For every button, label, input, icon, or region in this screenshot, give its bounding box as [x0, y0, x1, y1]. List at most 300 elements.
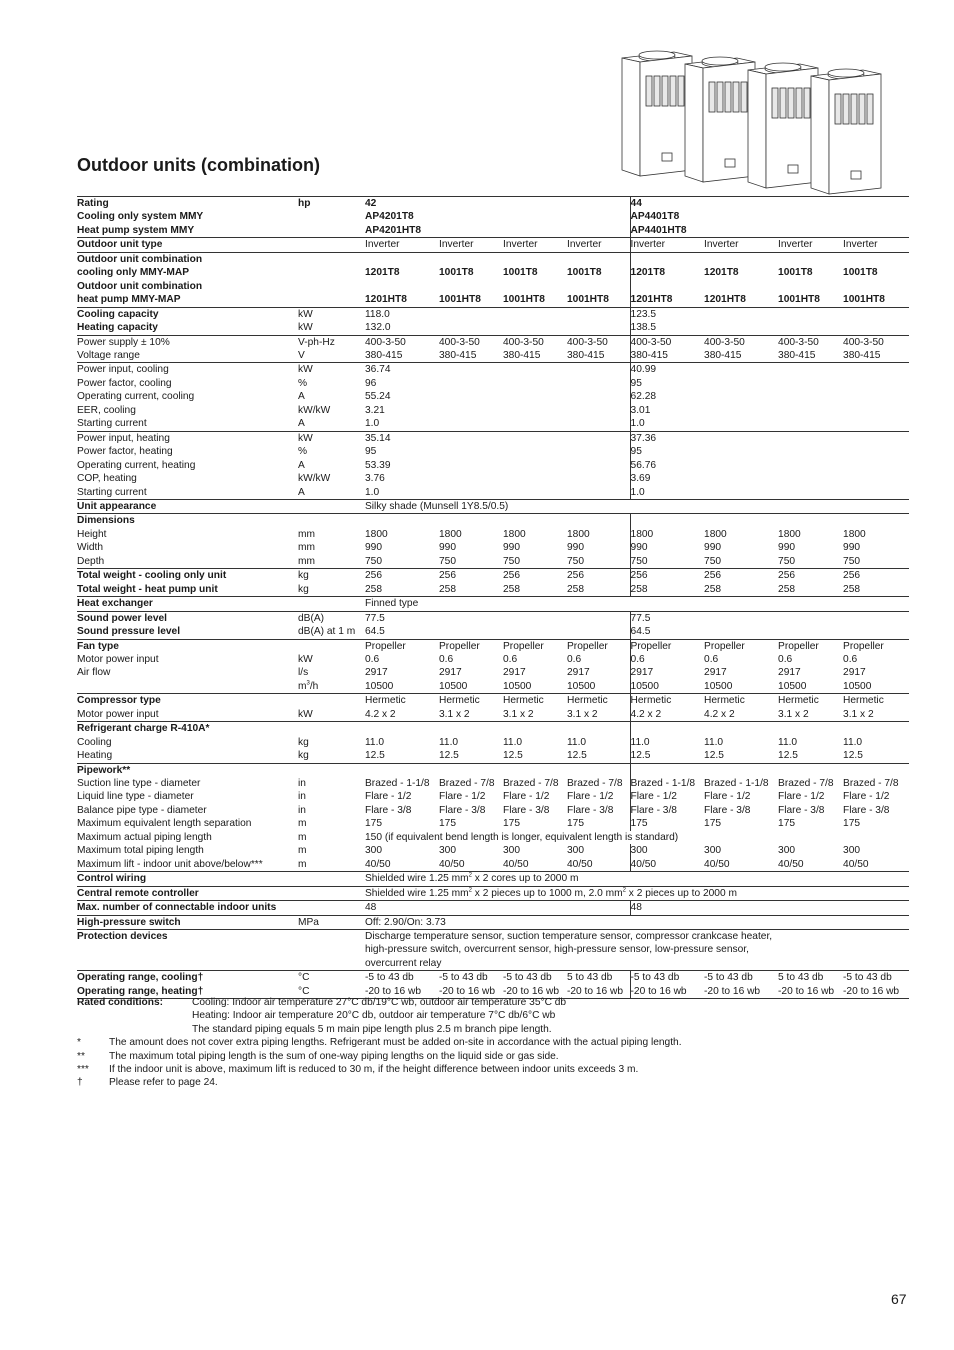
- spec-row: [77, 280, 909, 293]
- spec-row: [77, 611, 909, 625]
- value-cell: [439, 252, 503, 266]
- value-cell: Hermetic: [778, 694, 843, 708]
- value-cell-span: Finned type: [365, 597, 909, 611]
- row-unit: %: [298, 446, 308, 458]
- value-cell: 0.6: [704, 653, 719, 665]
- value-cell: 400-3-50: [567, 335, 630, 349]
- value-cell: 48: [630, 901, 909, 915]
- value-cell: -5 to 43 db: [843, 971, 909, 985]
- spec-row: [77, 749, 909, 763]
- spec-row: [77, 349, 909, 363]
- rated-line: Heating: Indoor air temperature 20°C db, outdoor air temperature 7°C db/6°C wb: [192, 1010, 556, 1022]
- value-cell: 990: [704, 542, 722, 554]
- value-cell: 380-415: [778, 349, 816, 361]
- value-cell: Flare - 3/8: [843, 804, 890, 816]
- spec-row: [77, 486, 909, 500]
- value-cell: Propeller: [778, 639, 843, 653]
- value-cell: 123.5: [630, 307, 909, 321]
- value-cell: 1.0: [365, 418, 380, 430]
- row-unit: kW: [298, 653, 313, 665]
- value-cell: 1001HT8: [843, 294, 885, 306]
- value-cell-span: 150 (if equivalent bend length is longer, equivalent length is standard): [365, 831, 679, 843]
- row-unit: A: [298, 391, 305, 403]
- value-cell: 11.0: [778, 736, 798, 748]
- value-cell: 300: [778, 845, 796, 857]
- row-label: Unit appearance: [77, 499, 298, 513]
- value-cell: 40/50: [365, 858, 391, 870]
- footnote-text: The maximum total piping length is the sum of one-way piping lengths on the liquid side or gas side.: [109, 1050, 559, 1062]
- outdoor-units-illustration: [618, 40, 908, 198]
- value-cell: -20 to 16 wb: [778, 985, 843, 999]
- row-unit: [298, 886, 365, 900]
- value-cell: 11.0: [630, 736, 704, 749]
- value-cell: Hermetic: [439, 694, 503, 708]
- value-cell: 0.6: [630, 653, 704, 666]
- spec-row: [77, 335, 909, 349]
- value-cell: 256: [365, 569, 439, 583]
- value-cell: 1001T8: [439, 267, 474, 279]
- spec-row: [77, 971, 909, 985]
- row-label: Depth: [77, 555, 105, 567]
- spec-row: [77, 307, 909, 321]
- value-cell: 400-3-50: [778, 335, 843, 349]
- value-cell: 256: [567, 569, 630, 583]
- row-unit: kW: [298, 708, 313, 720]
- value-cell: 11.0: [843, 736, 863, 748]
- value-cell: 1.0: [630, 486, 909, 500]
- value-cell: 11.0: [439, 736, 459, 748]
- spec-row: [77, 722, 909, 736]
- row-unit: kg: [298, 736, 309, 748]
- row-label: Outdoor unit type: [77, 238, 298, 252]
- value-cell: 258: [365, 583, 382, 595]
- footnote-text: Please refer to page 24.: [109, 1077, 218, 1089]
- value-cell: 1800: [778, 528, 801, 540]
- row-unit: [298, 266, 365, 279]
- spec-row: [77, 390, 909, 403]
- rated-line: Cooling: Indoor air temperature 27°C db/19°C wb, outdoor air temperature 35°C db: [192, 997, 567, 1008]
- value-cell: 3.76: [365, 473, 385, 485]
- value-cell: 750: [778, 555, 796, 567]
- value-cell: 258: [704, 583, 722, 595]
- row-label: Cooling only system MMY: [77, 211, 204, 223]
- value-cell: [778, 252, 843, 266]
- row-label: Fan type: [77, 639, 298, 653]
- value-cell: 10500: [365, 680, 394, 692]
- value-cell: 990: [439, 542, 456, 554]
- value-cell: [567, 722, 630, 736]
- value-cell: 2917: [503, 667, 526, 679]
- row-label: Max. number of connectable indoor units: [77, 901, 298, 915]
- value-cell: 175: [778, 818, 796, 830]
- value-cell: 10500: [567, 680, 596, 692]
- row-label: Pipework**: [77, 763, 298, 777]
- spec-row: [77, 499, 909, 513]
- row-unit: [298, 224, 365, 238]
- spec-row: [77, 528, 909, 541]
- row-unit: m: [298, 818, 307, 830]
- value-cell: [778, 763, 843, 777]
- value-cell: 258: [843, 583, 861, 595]
- value-cell: Flare - 3/8: [630, 804, 704, 817]
- value-cell: 96: [365, 377, 377, 389]
- row-label: Maximum actual piping length: [77, 831, 212, 843]
- value-cell: 5 to 43 db: [778, 971, 843, 985]
- row-unit: °C: [298, 985, 365, 999]
- value-cell: 40/50: [567, 858, 593, 870]
- value-cell: 300: [439, 845, 456, 857]
- value-cell: Inverter: [503, 238, 567, 252]
- rated-line: The standard piping equals 5 m main pipe length plus 2.5 m branch pipe length.: [192, 1023, 552, 1035]
- value-cell: 1201HT8: [630, 293, 704, 307]
- value-cell: 380-415: [843, 349, 881, 361]
- value-cell: Brazed - 7/8: [843, 778, 899, 790]
- value-cell: 990: [843, 542, 861, 554]
- value-cell: Brazed - 1-1/8: [630, 777, 704, 790]
- value-cell: 77.5: [630, 611, 909, 625]
- page-title: Outdoor units (combination): [77, 155, 320, 175]
- row-label: Sound power level: [77, 611, 298, 625]
- spec-row: [77, 817, 909, 830]
- value-cell: 2917: [365, 667, 388, 679]
- value-cell: 12.5: [439, 750, 459, 762]
- value-cell: [843, 722, 909, 736]
- row-unit: [298, 499, 365, 513]
- value-cell: 11.0: [365, 736, 385, 748]
- value-cell: 10500: [704, 680, 733, 692]
- row-unit: kg: [298, 750, 309, 762]
- row-unit: mm: [298, 555, 315, 567]
- spec-row: [77, 680, 909, 694]
- value-cell: Inverter: [704, 238, 778, 252]
- value-cell: [630, 722, 704, 736]
- row-label: Sound pressure level: [77, 626, 181, 638]
- value-cell: 750: [630, 555, 704, 569]
- spec-row: [77, 901, 909, 915]
- value-cell: 1001T8: [567, 267, 602, 279]
- row-unit: kg: [298, 569, 365, 583]
- row-unit: [298, 293, 365, 307]
- value-cell: 1201T8: [630, 266, 704, 279]
- value-cell: [365, 763, 439, 777]
- value-cell: 2917: [778, 667, 801, 679]
- row-unit: l/s: [298, 667, 309, 679]
- value-cell: [503, 514, 567, 528]
- value-cell: 1001T8: [503, 267, 538, 279]
- value-cell: 10500: [843, 680, 872, 692]
- spec-row: [77, 210, 909, 223]
- spec-row: [77, 445, 909, 458]
- value-cell: 175: [567, 818, 584, 830]
- value-cell: Hermetic: [567, 694, 630, 708]
- row-unit: kW: [298, 431, 365, 445]
- value-cell: 40/50: [439, 858, 465, 870]
- value-cell: 1201HT8: [704, 294, 746, 306]
- row-label: heat pump MMY-MAP: [77, 294, 181, 306]
- row-label: Cooling: [77, 736, 112, 748]
- row-label: COP, heating: [77, 473, 137, 485]
- value-cell: Flare - 3/8: [567, 804, 614, 816]
- value-cell: 380-415: [503, 349, 541, 361]
- value-cell: 258: [630, 583, 704, 597]
- row-label: Cooling capacity: [77, 307, 298, 321]
- row-label: Power factor, cooling: [77, 377, 172, 389]
- row-unit: [298, 943, 365, 956]
- row-unit: dB(A): [298, 611, 365, 625]
- value-cell: 12.5: [365, 750, 385, 762]
- value-cell: 95: [630, 445, 909, 458]
- value-cell: [503, 763, 567, 777]
- value-cell-span: Off: 2.90/On: 3.73: [365, 915, 909, 929]
- value-cell: -5 to 43 db: [704, 971, 778, 985]
- value-cell: 256: [503, 569, 567, 583]
- value-cell: 1201T8: [365, 267, 400, 279]
- row-unit: dB(A) at 1 m: [298, 626, 356, 638]
- value-cell: 1800: [843, 528, 866, 540]
- value-cell: 256: [630, 569, 704, 583]
- value-cell: 2917: [567, 667, 590, 679]
- value-cell: 175: [704, 818, 722, 830]
- row-label: Control wiring: [77, 872, 298, 886]
- row-label: [77, 943, 298, 956]
- value-cell: [630, 280, 704, 293]
- footnote-text: The amount does not cover extra piping lengths. Refrigerant must be added on-site in accordance with the actual piping length.: [109, 1037, 682, 1049]
- value-cell: 1201T8: [704, 267, 739, 279]
- value-cell: 40/50: [778, 858, 804, 870]
- value-cell: 1001HT8: [778, 294, 820, 306]
- value-cell: 400-3-50: [630, 335, 704, 349]
- row-label: Air flow: [77, 667, 111, 679]
- value-cell: 256: [439, 569, 503, 583]
- value-cell: 1800: [439, 528, 462, 540]
- value-cell: 750: [843, 555, 861, 567]
- value-cell: Flare - 1/2: [365, 791, 412, 803]
- value-cell: 95: [365, 446, 377, 458]
- value-cell: Propeller: [843, 639, 909, 653]
- value-cell: 300: [365, 845, 382, 857]
- row-label: Heating capacity: [77, 322, 158, 334]
- row-label: Maximum lift - indoor unit above/below***: [77, 858, 263, 870]
- value-cell: 3.01: [630, 404, 909, 417]
- value-cell: AP4401HT8: [630, 224, 909, 238]
- row-unit: [298, 252, 365, 266]
- value-cell: 3.21: [365, 404, 385, 416]
- value-cell: 48: [365, 901, 630, 915]
- outdoor-unit-drawing: [748, 63, 818, 188]
- spec-row: [77, 197, 909, 211]
- value-cell: 10500: [503, 680, 532, 692]
- value-cell: 3.1 x 2: [503, 708, 534, 720]
- row-unit: kg: [298, 583, 309, 595]
- row-unit: °C: [298, 971, 365, 985]
- value-cell: [567, 514, 630, 528]
- spec-row: [77, 858, 909, 872]
- row-unit: V: [298, 349, 305, 361]
- value-cell: Flare - 1/2: [778, 791, 825, 803]
- row-label: Balance pipe type - diameter: [77, 804, 207, 816]
- row-label: Rating: [77, 197, 298, 211]
- value-cell: 55.24: [365, 391, 391, 403]
- value-cell: Flare - 3/8: [503, 804, 550, 816]
- spec-row: [77, 252, 909, 266]
- footnote-symbol: **: [77, 1050, 85, 1062]
- value-cell: 750: [365, 555, 382, 567]
- value-cell: Flare - 1/2: [843, 791, 890, 803]
- value-cell: 0.6: [503, 653, 518, 665]
- value-cell: 380-415: [567, 349, 605, 361]
- value-cell: 380-415: [439, 349, 477, 361]
- value-cell: 750: [439, 555, 456, 567]
- row-label: Voltage range: [77, 349, 140, 361]
- value-cell: -5 to 43 db: [365, 971, 439, 985]
- value-cell: 400-3-50: [439, 335, 503, 349]
- row-label: Outdoor unit combination: [77, 280, 203, 292]
- value-cell: 12.5: [630, 749, 704, 763]
- value-cell: [778, 280, 843, 293]
- value-cell: 990: [503, 542, 520, 554]
- value-cell: 62.28: [630, 390, 909, 403]
- value-cell: Brazed - 7/8: [778, 778, 834, 790]
- value-cell: 380-415: [630, 349, 704, 363]
- value-cell: 2917: [704, 667, 727, 679]
- value-cell: Inverter: [567, 238, 630, 252]
- row-label: Starting current: [77, 418, 147, 430]
- value-cell: 750: [503, 555, 520, 567]
- footnote: [77, 1076, 682, 1089]
- spec-row: [77, 569, 909, 583]
- row-unit: [298, 597, 365, 611]
- rated-conditions-label: Rated conditions:: [77, 997, 164, 1008]
- value-cell: Hermetic: [843, 694, 909, 708]
- row-label: Protection devices: [77, 930, 298, 944]
- value-cell: 300: [567, 845, 584, 857]
- spec-row: [77, 238, 909, 252]
- value-cell: Brazed - 7/8: [503, 778, 559, 790]
- spec-row: [77, 844, 909, 857]
- spec-row: [77, 943, 909, 956]
- spec-row: [77, 555, 909, 569]
- value-cell: [843, 763, 909, 777]
- value-cell: [503, 252, 567, 266]
- value-cell: 990: [630, 541, 704, 554]
- row-unit: [298, 901, 365, 915]
- value-cell: 37.36: [630, 431, 909, 445]
- value-cell: [630, 514, 704, 528]
- value-cell: 258: [778, 583, 796, 595]
- row-unit: kW: [298, 363, 365, 377]
- row-label: High-pressure switch: [77, 915, 298, 929]
- value-cell: -20 to 16 wb: [439, 985, 503, 999]
- value-cell: 400-3-50: [365, 335, 439, 349]
- row-unit: A: [298, 459, 305, 471]
- row-unit: [298, 722, 365, 736]
- row-label: Compressor type: [77, 694, 298, 708]
- spec-row: [77, 541, 909, 554]
- row-label: Total weight - heat pump unit: [77, 583, 218, 595]
- value-cell: 4.2 x 2: [704, 708, 735, 720]
- row-unit: [298, 763, 365, 777]
- value-cell: Propeller: [439, 639, 503, 653]
- value-cell: Brazed - 1-1/8: [365, 778, 430, 790]
- row-unit: A: [298, 486, 305, 498]
- value-cell: -5 to 43 db: [503, 971, 567, 985]
- row-label: Operating current, heating: [77, 459, 196, 471]
- value-cell: [439, 514, 503, 528]
- row-label: Operating range, heating†: [77, 985, 298, 999]
- row-label: Power supply ± 10%: [77, 335, 298, 349]
- value-cell: 10500: [630, 680, 704, 694]
- value-cell: 12.5: [567, 750, 587, 762]
- value-cell: AP4201T8: [365, 211, 414, 223]
- value-cell: 300: [704, 845, 722, 857]
- value-cell: [704, 514, 778, 528]
- value-cell: 0.6: [439, 653, 454, 665]
- value-cell: 400-3-50: [704, 335, 778, 349]
- page-number: 67: [891, 1291, 907, 1307]
- row-unit: [298, 280, 365, 293]
- spec-row: [77, 804, 909, 817]
- value-cell: [439, 722, 503, 736]
- spec-row: [77, 417, 909, 431]
- value-cell: 258: [567, 583, 584, 595]
- value-cell: 1800: [567, 528, 590, 540]
- value-cell: 5 to 43 db: [567, 971, 630, 985]
- row-label: Heat exchanger: [77, 597, 298, 611]
- value-cell: Hermetic: [503, 694, 567, 708]
- row-unit: [298, 238, 365, 252]
- row-unit: kW/kW: [298, 404, 331, 416]
- value-cell: [704, 722, 778, 736]
- value-cell: 2917: [439, 667, 462, 679]
- value-cell: -20 to 16 wb: [365, 985, 439, 999]
- value-cell: 44: [630, 197, 909, 211]
- value-cell: 258: [439, 583, 456, 595]
- value-cell: [365, 722, 439, 736]
- value-cell: 256: [778, 569, 843, 583]
- value-cell: -20 to 16 wb: [630, 985, 704, 999]
- value-cell: -5 to 43 db: [630, 971, 704, 985]
- value-cell: 1001HT8: [439, 294, 481, 306]
- value-cell: 64.5: [365, 626, 385, 638]
- value-cell: 12.5: [503, 750, 523, 762]
- value-cell: [704, 763, 778, 777]
- value-cell: [630, 763, 704, 777]
- value-cell: 1800: [704, 528, 727, 540]
- row-label: Operating current, cooling: [77, 391, 195, 403]
- value-cell-span: Shielded wire 1.25 $mm^2$ x 2 cores up to 2000 m: [365, 872, 909, 886]
- spec-row: [77, 625, 909, 639]
- row-unit: [298, 694, 365, 708]
- value-cell: Hermetic: [365, 694, 439, 708]
- value-cell: 42: [365, 197, 630, 211]
- value-cell: 300: [503, 845, 520, 857]
- value-cell: 258: [503, 583, 520, 595]
- row-label: Suction line type - diameter: [77, 778, 201, 790]
- row-unit: A: [298, 418, 305, 430]
- value-cell: 1201HT8: [365, 294, 407, 306]
- value-cell: 3.1 x 2: [567, 708, 598, 720]
- row-label: Heating: [77, 750, 113, 762]
- value-cell: [778, 722, 843, 736]
- row-label: Dimensions: [77, 514, 298, 528]
- row-label: Maximum total piping length: [77, 845, 204, 857]
- value-cell: Propeller: [630, 639, 704, 653]
- row-label: Maximum equivalent length separation: [77, 818, 252, 830]
- value-cell: 1800: [630, 528, 704, 541]
- row-unit: [298, 957, 365, 971]
- value-cell: 36.74: [365, 363, 630, 377]
- value-cell: [630, 252, 704, 266]
